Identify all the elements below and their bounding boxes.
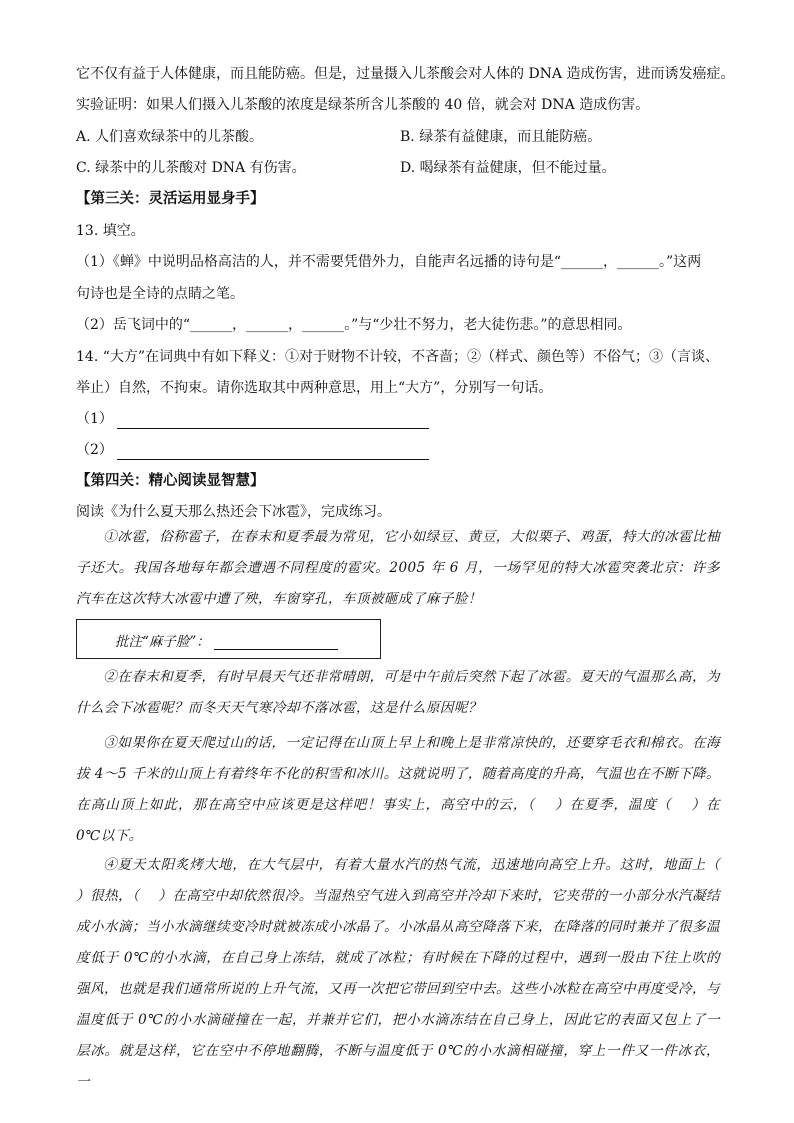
reading-instruction: 阅读《为什么夏天那么热还会下冰雹》，完成练习。 (76, 504, 391, 520)
answer-blank[interactable] (117, 414, 429, 429)
answer-number: （1） (76, 411, 113, 427)
passage-paragraph-3: ③如果你在夏天爬过山的话，一定记得在山顶上早上和晚上是非常凉快的，还要穿毛衣和棉衣。在海拔 4～5 千米的山顶上有着终年不化的积雪和冰川。这就说明了，随着高度的升高，气温也在不断下降。在高山顶上如此，那在高空中应该更是这样吧！事实上，高空中的云，（ ）在夏季，温度（ ）在 0℃以下。 (76, 735, 720, 844)
passage-paragraph-4: ④夏天太阳炙烤大地，在大气层中，有着大量水汽的热气流，迅速地向高空上升。这时，地面上（ ）很热，（ ）在高空中却依然很冷。当湿热空气进入到高空并冷却下来时，它夹带的一小部分水汽凝结成小水滴；当小水滴继续变冷时就被冻成小冰晶了。小冰晶从高空降落下来，在降落的同时兼并了很多温度低于 0℃的小水滴，在自己身上冻结，就成了冰粒；有时候在下降的过程中，遇到一股由下往上吹的强风，也就是我们通常所说的上升气流，又再一次把它带回到空中去。这些小冰粒在高空中再度受冷，与温度低于 0℃的小水滴碰撞在一起，并兼并它们，把小水滴冻结在自己身上，因此它的表面又包上了一层冰。就是这样，它在空中不停地翻腾，不断与温度低于 0℃的小水滴相碰撞，穿上一件又一件冰衣，一 (76, 857, 739, 1090)
option-c: C. 绿茶中的儿茶酸对 DNA 有伤害。 (76, 160, 306, 176)
q14-stem-line2: 举止）自然，不拘束。请你选取其中两种意思，用上“大方”，分别写一句话。 (76, 380, 553, 396)
intro-line-1: 它不仅有益于人体健康，而且能防癌。但是，过量摄入儿茶酸会对人体的 DNA 造成伤害，进而诱发癌症。 (76, 66, 735, 82)
option-a: A. 人们喜欢绿茶中的儿茶酸。 (76, 129, 264, 145)
intro-line-2: 实验证明：如果人们摄入儿茶酸的浓度是绿茶所含儿茶酸的 40 倍，就会对 DNA 造成伤害。 (76, 97, 650, 113)
q14-answer-1 (76, 409, 429, 429)
annotation-label: 批注“麻子脸”： (115, 634, 210, 650)
q14-stem-line1: 14. “大方”在词典中有如下释义：①对于财物不计较，不吝啬；②（样式、颜色等）不俗气；③（言谈、 (76, 349, 720, 365)
q14-answer-2 (76, 440, 429, 460)
section-4-title: 【第四关：精心阅读显智慧】 (76, 472, 265, 489)
passage-paragraph-2: ②在春末和夏季，有时早晨天气还非常晴朗，可是中午前后突然下起了冰雹。夏天的气温那么高，为什么会下冰雹呢？而冬天天气寒冷却不落冰雹，这是什么原因呢？ (76, 669, 720, 716)
annotation-box (76, 619, 381, 659)
option-b: B. 绿茶有益健康，而且能防癌。 (400, 129, 602, 145)
answer-blank[interactable] (117, 445, 429, 460)
q13-part1-line1: （1）《蝉》中说明品格高洁的人，并不需要凭借外力，自能声名远播的诗句是“______，______。”这两 (76, 254, 702, 270)
passage-paragraph-1: ①冰雹，俗称雹子，在春末和夏季最为常见，它小如绿豆、黄豆，大似栗子、鸡蛋，特大的冰雹比柚子还大。我国各地每年都会遭遇不同程度的雹灾。2005 年 6 月，一场罕见的特大冰雹突袭北京：许多汽车在这次特大冰雹中遭了殃，车窗穿孔，车顶被砸成了麻子脸！ (76, 529, 720, 607)
q13-part1-line2: 句诗也是全诗的点睛之笔。 (76, 286, 244, 302)
answer-number: （2） (76, 442, 113, 458)
q13-stem: 13. 填空。 (76, 223, 145, 239)
option-d: D. 喝绿茶有益健康，但不能过量。 (400, 160, 616, 176)
section-3-title: 【第三关：灵活运用显身手】 (76, 190, 265, 207)
annotation-blank[interactable] (214, 635, 338, 650)
q13-part2: （2）岳飞词中的“______，______，______。”与“少壮不努力，老大徒伤悲。”的意思相同。 (76, 317, 632, 333)
annotation-text (115, 630, 338, 650)
